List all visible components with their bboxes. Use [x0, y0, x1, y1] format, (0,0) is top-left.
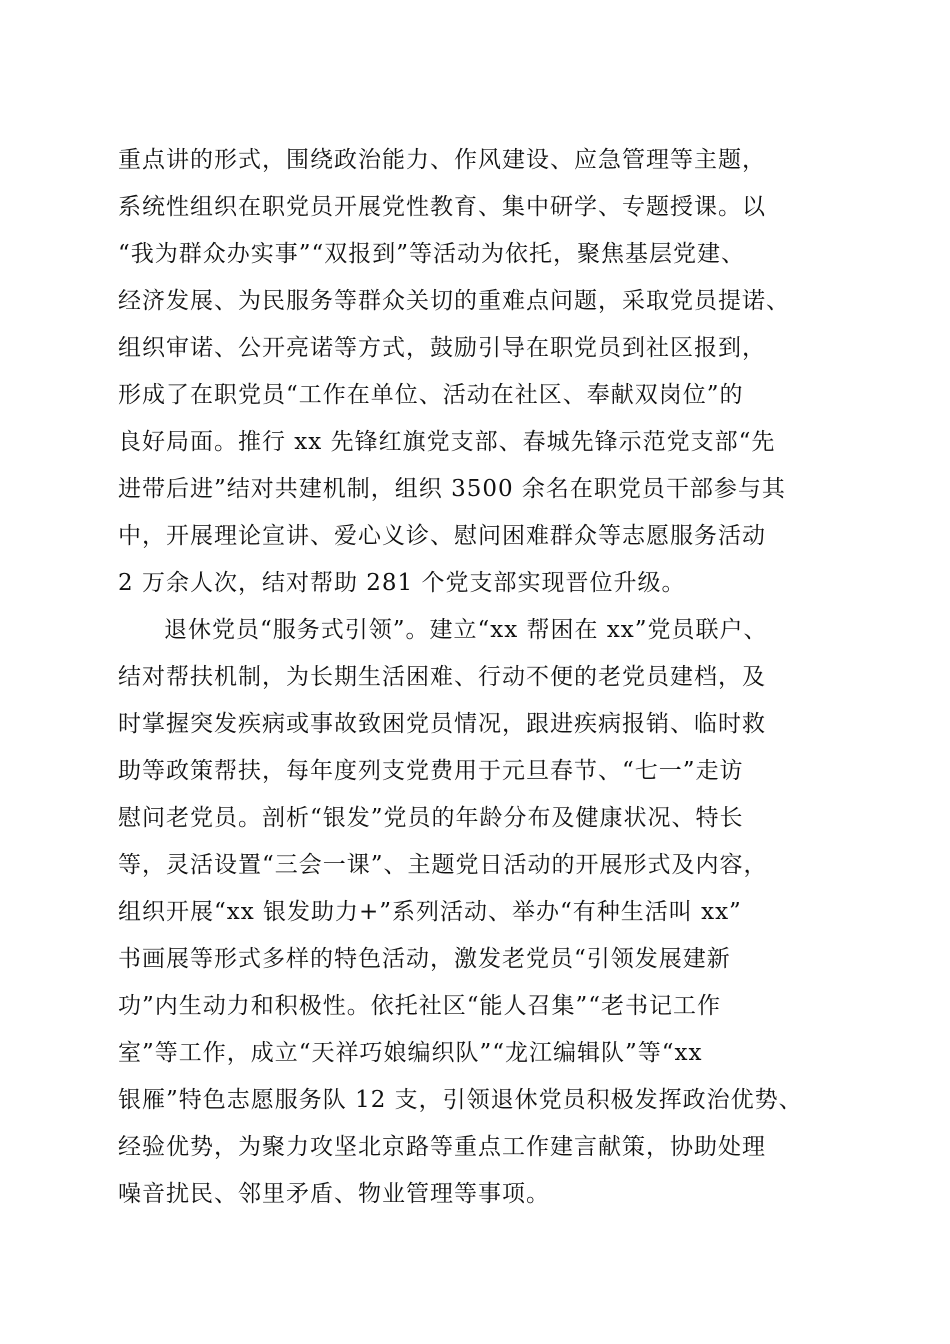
paragraph-retired-members: [118, 607, 838, 1218]
body-text: [118, 137, 838, 1218]
text-line: 助等政策帮扶，每年度列支党费用于元旦春节、“七一”走访: [118, 758, 744, 784]
text-line: 功”内生动力和积极性。依托社区“能人召集”“老书记工作: [118, 993, 722, 1019]
text-line: 2 万余人次，结对帮助 281 个党支部实现晋位升级。: [118, 570, 686, 596]
text-line: 中，开展理论宣讲、爱心义诊、慰问困难群众等志愿服务活动: [118, 523, 766, 549]
text-line: 时掌握突发疾病或事故致困党员情况，跟进疾病报销、临时救: [118, 711, 766, 737]
text-line: 经验优势，为聚力攻坚北京路等重点工作建言献策，协助处理: [118, 1134, 766, 1160]
text-line: 系统性组织在职党员开展党性教育、集中研学、专题授课。以: [118, 194, 766, 220]
text-line: 等，灵活设置“三会一课”、主题党日活动的开展形式及内容，: [118, 852, 768, 878]
text-line: “我为群众办实事”“双报到”等活动为依托，聚焦基层党建、: [118, 241, 746, 267]
text-line: 书画展等形式多样的特色活动，激发老党员“引领发展建新: [118, 946, 731, 972]
text-line: 噪音扰民、邻里矛盾、物业管理等事项。: [118, 1181, 550, 1207]
text-line: 形成了在职党员“工作在单位、活动在社区、奉献双岗位”的: [118, 382, 744, 408]
text-line: 良好局面。推行 xx 先锋红旗党支部、春城先锋示范党支部“先: [118, 429, 776, 455]
text-line: 室”等工作，成立“天祥巧娘编织队”“龙江编辑队”等“xx: [118, 1040, 703, 1066]
text-line: 进带后进”结对共建机制，组织 3500 余名在职党员干部参与其: [118, 476, 786, 502]
text-line: 银雁”特色志愿服务队 12 支，引领退休党员积极发挥政治优势、: [118, 1087, 803, 1113]
text-line: 退休党员“服务式引领”。建立“xx 帮困在 xx”党员联户、: [164, 617, 768, 643]
text-line: 结对帮扶机制，为长期生活困难、行动不便的老党员建档，及: [118, 664, 766, 690]
text-line: 重点讲的形式，围绕政治能力、作风建设、应急管理等主题，: [118, 147, 766, 173]
text-line: 组织审诺、公开亮诺等方式，鼓励引导在职党员到社区报到，: [118, 335, 766, 361]
text-line: 慰问老党员。剖析“银发”党员的年龄分布及健康状况、特长: [118, 805, 744, 831]
text-line: 经济发展、为民服务等群众关切的重难点问题，采取党员提诺、: [118, 288, 790, 314]
text-line: 组织开展“xx 银发助力+”系列活动、举办“有种生活叫 xx”: [118, 899, 742, 925]
paragraph-in-service-members: [118, 137, 838, 607]
